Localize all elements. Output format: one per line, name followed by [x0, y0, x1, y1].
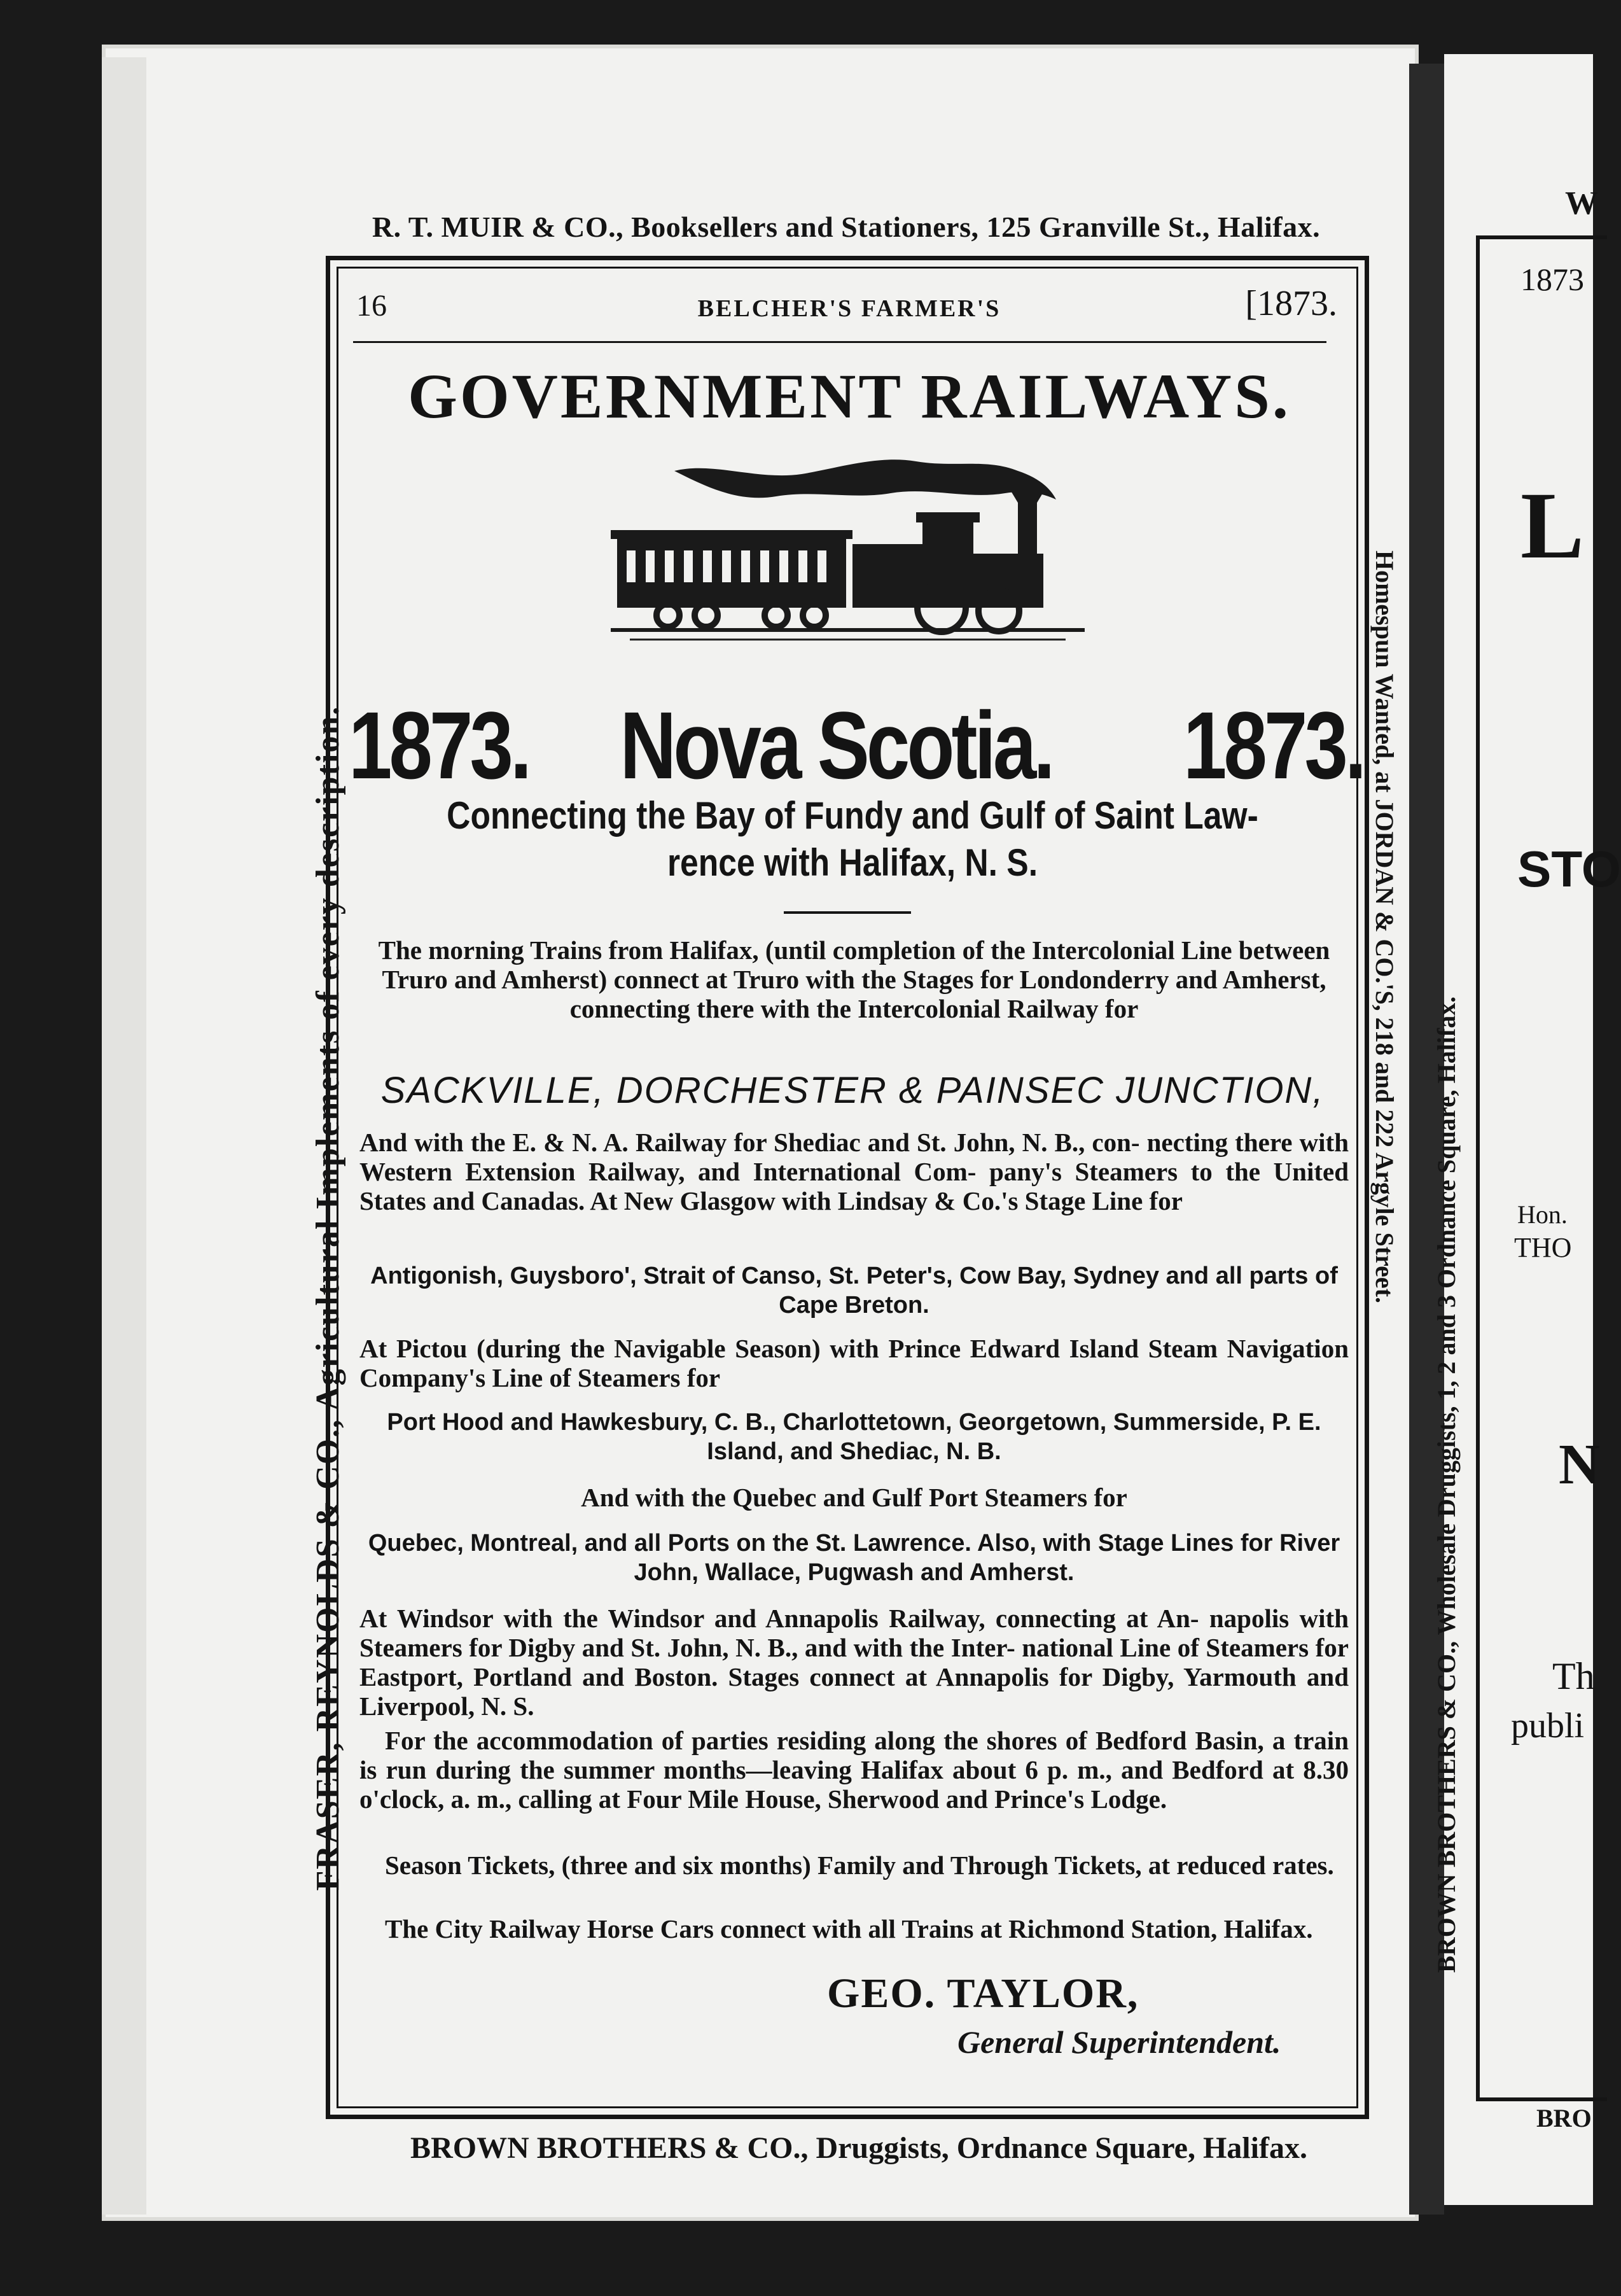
signature-name: GEO. TAYLOR, [827, 1970, 1139, 2017]
next-page-fragment-hon: Hon. [1517, 1200, 1568, 1229]
headline-year-right: 1873. [1183, 692, 1364, 799]
next-page-top-fragment: W [1565, 185, 1598, 221]
paragraph-windsor: At Windsor with the Windsor and Annapolis Railway, connecting at An- napolis with Steamers for Digby and St. John, N. B., and with the Inter- national Line of Steamers for Eastport, Portland and Boston. Stages connect at Annapolis for Digby, Yarmouth and Liverpool, N. S. [359, 1604, 1349, 1721]
paragraph-port-hood: Port Hood and Hawkesbury, C. B., Charlottetown, Georgetown, Summerside, P. E. Island, and Shediac, N. B. [387, 1409, 1321, 1465]
headline-nova-scotia [349, 690, 1364, 799]
bottom-banner: BROWN BROTHERS & CO., Druggists, Ordnance Square, Halifax. [410, 2131, 1307, 2165]
signature-title: General Superintendent. [957, 2024, 1281, 2060]
next-page-fragment-n: N [1559, 1433, 1600, 1496]
side-advert-left: FRASER, REYNOLDS & CO., Agricultural Implements of every description. [310, 705, 346, 1891]
paragraph-morning-trains: The morning Trains from Halifax, (until completion of the Intercolonial Line between Truro and Amherst) connect at Truro with the Stages for Londonderry and Amherst, connecting there with the Intercolonial Railway for [378, 935, 1330, 1023]
next-page-fragment-sto: STO [1517, 841, 1621, 897]
paragraph-quebec-montreal: Quebec, Montreal, and all Ports on the St. Lawrence. Also, with Stage Lines for River John, Wallace, Pugwash and Amherst. [368, 1530, 1340, 1586]
top-banner: R. T. MUIR & CO., Booksellers and Stationers, 125 Granville St., Halifax. [372, 211, 1321, 243]
next-page-fragment-l: L [1520, 473, 1585, 578]
next-page-fragment-th: Th [1552, 1655, 1595, 1697]
next-page-fragment-tho: THO [1514, 1232, 1572, 1263]
divider [784, 911, 911, 914]
next-page-year: 1873 [1520, 262, 1584, 297]
paragraph-season-tickets: Season Tickets, (three and six months) Family and Through Tickets, at reduced rates. [385, 1851, 1334, 1880]
running-year: [1873. [1245, 284, 1337, 323]
next-page-fragment-bro: BRO [1536, 2104, 1592, 2132]
running-title: BELCHER'S FARMER'S [697, 295, 1001, 322]
headline-place: Nova Scotia. [620, 692, 1052, 799]
next-page-side-advert: BROWN BROTHERS & CO., Wholesale Druggists, 1, 2 and 3 Ordnance Square, Halifax. [1432, 996, 1461, 1973]
subheading: Connecting the Bay of Fundy and Gulf of Saint Law- rence with Halifax, N. S. [447, 794, 1258, 884]
page-edge [102, 57, 146, 2215]
next-page-fragment-publi: publi [1511, 1706, 1585, 1746]
paragraph-quebec-steamers: And with the Quebec and Gulf Port Steamers for [581, 1483, 1127, 1512]
paragraph-en-railway: And with the E. & N. A. Railway for Shediac and St. John, N. B., con- necting there with Western Extension Railway, and International Com- pany's Steamers to the United States and Canadas. At New Glasgow with Lindsay & Co.'s Stage Line for [359, 1128, 1349, 1215]
page-number: 16 [356, 289, 387, 323]
header-rule [353, 341, 1326, 343]
paragraph-antigonish: Antigonish, Guysboro', Strait of Canso, St. Peter's, Cow Bay, Sydney and all parts of Cape Breton. [370, 1263, 1338, 1319]
headline-year-left: 1873. [349, 692, 529, 799]
paragraph-pictou: At Pictou (during the Navigable Season) with Prince Edward Island Steam Navigation Company's Line of Steamers for [359, 1334, 1349, 1392]
paragraph-bedford: For the accommodation of parties residing along the shores of Bedford Basin, a train is run during the summer months—leaving Halifax about 6 p. m., and Bedford at 8.30 o'clock, a. m., calling at Four Mile House, Sherwood and Prince's Lodge. [359, 1726, 1349, 1814]
locomotive-icon [611, 449, 1088, 652]
running-head [350, 283, 1349, 328]
italic-heading: SACKVILLE, DORCHESTER & PAINSEC JUNCTION, [380, 1070, 1325, 1111]
side-advert-right: Homespun Wanted, at JORDAN & CO.'S, 218 and 222 Argyle Street. [1370, 550, 1399, 1304]
page-title: GOVERNMENT RAILWAYS. [408, 361, 1291, 431]
paragraph-horse-cars: The City Railway Horse Cars connect with all Trains at Richmond Station, Halifax. [385, 1914, 1313, 1943]
